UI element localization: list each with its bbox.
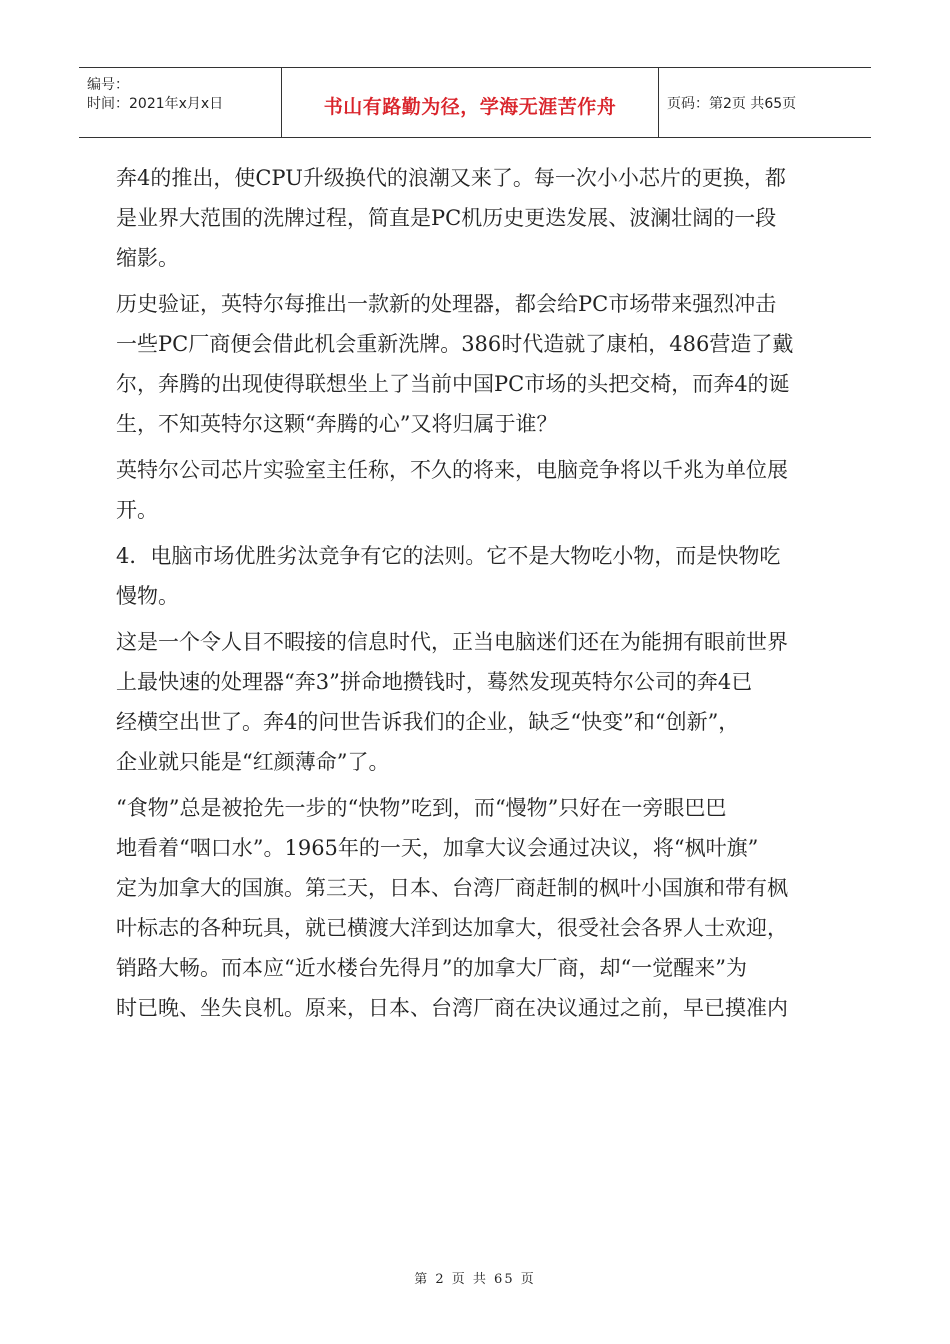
paragraph-intel-lab xyxy=(116,450,838,530)
text-line: 缩影。 xyxy=(116,246,179,270)
text-line: 慢物。 xyxy=(116,584,179,608)
text-line: 企业就只能是“红颜薄命”了。 xyxy=(116,750,390,774)
paragraph-cpu-upgrade xyxy=(116,158,838,278)
text-line: 定为加拿大的国旗。第三天，日本、台湾厂商赶制的枫叶小国旗和带有枫 xyxy=(116,876,788,900)
text-line: 历史验证，英特尔每推出一款新的处理器，都会给PC市场带来强烈冲击 xyxy=(116,292,777,316)
header-page-cell xyxy=(659,68,871,137)
text-line: 奔4的推出，使CPU升级换代的浪潮又来了。每一次小小芯片的更换，都 xyxy=(116,166,786,190)
paragraph-maple-flag xyxy=(116,788,838,1028)
paragraph-info-age xyxy=(116,622,838,782)
header-motto-cell xyxy=(282,68,659,137)
text-line: 尔，奔腾的出现使得联想坐上了当前中国PC市场的头把交椅，而奔4的诞 xyxy=(116,372,790,396)
document-body xyxy=(116,158,838,1028)
text-line: 英特尔公司芯片实验室主任称，不久的将来，电脑竞争将以千兆为单位展 xyxy=(116,458,788,482)
text-line: “食物”总是被抢先一步的“快物”吃到，而“慢物”只好在一旁眼巴巴 xyxy=(116,796,727,820)
text-line: 销路大畅。而本应“近水楼台先得月”的加拿大厂商，却“一觉醒来”为 xyxy=(116,956,747,980)
paragraph-history xyxy=(116,284,838,444)
text-line: 开。 xyxy=(116,498,158,522)
page-footer: 第 2 页 共 65 页 xyxy=(414,1272,536,1287)
text-line: 叶标志的各种玩具，就已横渡大洋到达加拿大，很受社会各界人士欢迎， xyxy=(116,916,788,940)
page-header xyxy=(79,67,871,138)
text-line: 4．电脑市场优胜劣汰竞争有它的法则。它不是大物吃小物，而是快物吃 xyxy=(116,544,781,568)
document-date-label: 时间：2021年x月x日 xyxy=(87,96,224,112)
text-line: 生，不知英特尔这颗“奔腾的心”又将归属于谁？ xyxy=(116,412,558,436)
text-line: 这是一个令人目不暇接的信息时代，正当电脑迷们还在为能拥有眼前世界 xyxy=(116,630,788,654)
header-page-info: 页码：第2页 共65页 xyxy=(667,96,797,112)
text-line: 上最快速的处理器“奔3”拼命地攒钱时，蓦然发现英特尔公司的奔4已 xyxy=(116,670,753,694)
text-line: 是业界大范围的洗牌过程，简直是PC机历史更迭发展、波澜壮阔的一段 xyxy=(116,206,777,230)
header-motto: 书山有路勤为径，学海无涯苦作舟 xyxy=(323,96,617,118)
document-number-label: 编号： xyxy=(87,77,129,93)
header-meta-cell xyxy=(79,68,282,137)
text-line: 时已晚、坐失良机。原来，日本、台湾厂商在决议通过之前，早已摸准内 xyxy=(116,996,788,1020)
paragraph-section-4 xyxy=(116,536,838,616)
text-line: 经横空出世了。奔4的问世告诉我们的企业，缺乏“快变”和“创新”， xyxy=(116,710,740,734)
text-line: 地看着“咽口水”。1965年的一天，加拿大议会通过决议，将“枫叶旗” xyxy=(116,836,759,860)
text-line: 一些PC厂商便会借此机会重新洗牌。386时代造就了康柏，486营造了戴 xyxy=(116,332,794,356)
